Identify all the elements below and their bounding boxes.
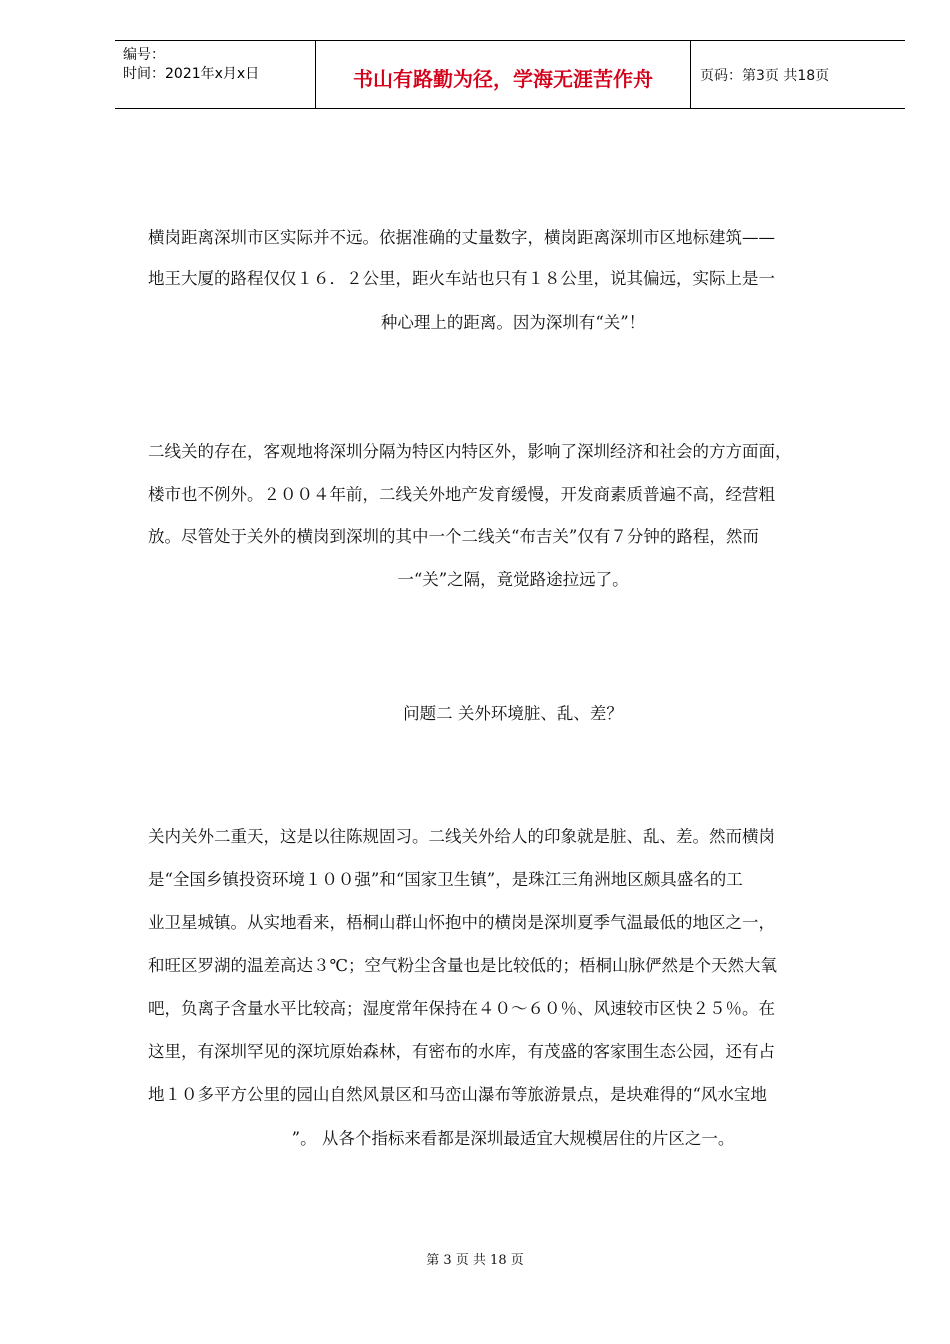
- paragraph-line: 地王大厦的路程仅仅１６．２公里，距火车站也只有１８公里，说其偏远，实际上是一: [148, 269, 775, 288]
- paragraph-line: 一“关”之隔，竟觉路途拉远了。: [397, 570, 629, 589]
- header-page-code: 页码：第3页 共18页: [700, 68, 830, 84]
- paragraph-line: 种心理上的距离。因为深圳有“关”！: [380, 313, 646, 332]
- paragraph-line: 和旺区罗湖的温差高达３℃；空气粉尘含量也是比较低的；梧桐山脉俨然是个天然大氧: [148, 956, 777, 975]
- header-meta-cell: [115, 41, 315, 108]
- paragraph-line: ”。 从各个指标来看都是深圳最适宜大规模居住的片区之一。: [291, 1129, 735, 1148]
- section-heading: 问题二 关外环境脏、乱、差？: [403, 704, 623, 723]
- footer-page-number: 第 3 页 共 18 页: [426, 1253, 524, 1268]
- paragraph-line: 关内关外二重天，这是以往陈规固习。二线关外给人的印象就是脏、乱、差。然而横岗: [148, 827, 775, 846]
- paragraph-line: 这里，有深圳罕见的深坑原始森林，有密布的水库，有茂盛的客家围生态公园，还有占: [148, 1042, 775, 1061]
- date-label: 时间：2021年x月x日: [123, 66, 260, 82]
- paragraph-line: 横岗距离深圳市区实际并不远。依据准确的丈量数字，横岗距离深圳市区地标建筑——: [148, 228, 775, 247]
- paragraph-line: 二线关的存在，客观地将深圳分隔为特区内特区外，影响了深圳经济和社会的方方面面，: [148, 442, 792, 461]
- paragraph-line: 吧，负离子含量水平比较高；湿度常年保持在４０～６０％、风速较市区快２５％。在: [148, 999, 775, 1018]
- paragraph-line: 业卫星城镇。从实地看来，梧桐山群山怀抱中的横岗是深圳夏季气温最低的地区之一，: [148, 913, 775, 932]
- paragraph-line: 是“全国乡镇投资环境１００强”和“国家卫生镇”，是珠江三角洲地区颇具盛名的工: [148, 870, 743, 889]
- paragraph-line: 放。尽管处于关外的横岗到深圳的其中一个二线关“布吉关”仅有７分钟的路程，然而: [148, 527, 759, 546]
- header-page-cell: [690, 41, 905, 108]
- header-motto-cell: [315, 41, 691, 108]
- header-motto: 书山有路勤为径，学海无涯苦作舟: [353, 67, 653, 91]
- paragraph-line: 楼市也不例外。２００４年前，二线关外地产发育缓慢，开发商素质普遍不高，经营粗: [148, 485, 775, 504]
- serial-number-label: 编号：: [123, 47, 165, 63]
- document-header: [115, 40, 905, 109]
- paragraph-line: 地１０多平方公里的园山自然风景区和马峦山瀑布等旅游景点，是块难得的“风水宝地: [148, 1085, 767, 1104]
